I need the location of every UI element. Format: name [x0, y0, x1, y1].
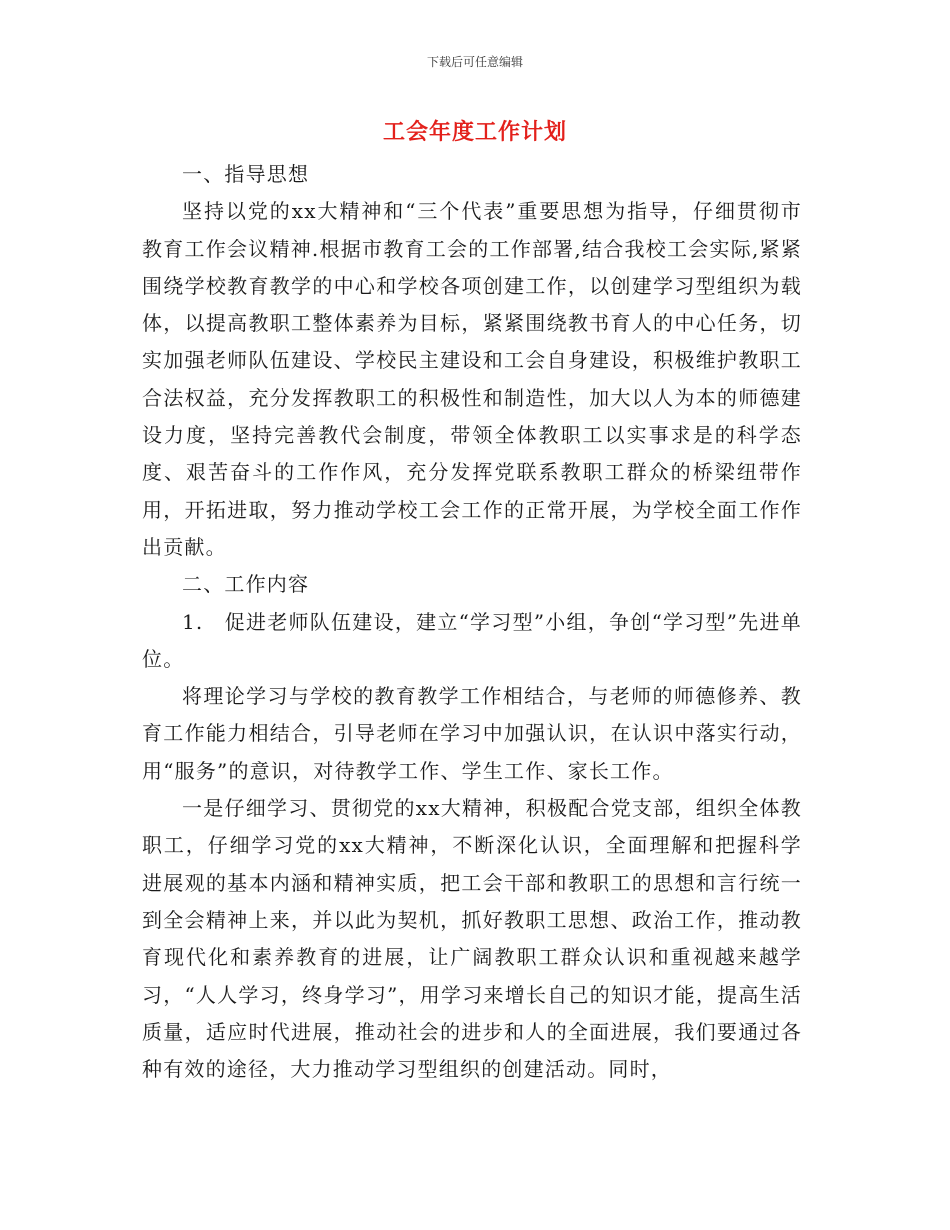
list-item-1: 1. 促进老师队伍建设，建立“学习型”小组，争创“学习型”先进单位。: [142, 609, 802, 671]
document-title: 工会年度工作计划: [382, 119, 567, 145]
section-heading-guiding-ideology: 一、指导思想: [182, 162, 310, 186]
section-heading-work-content: 二、工作内容: [182, 572, 310, 597]
paragraph-first-point: 一是仔细学习、贯彻党的xx大精神，积极配合党支部，组织全体教职工，仔细学习党的xx大精神，不断深化认识，全面理解和把握科学进展观的基本内涵和精神实质，把工会干部和教职工的思想和言行统一到全会精神上来，并以此为契机，抓好教职工思想、政治工作，推动教育现代化和素养教育的进展，让广阔教职工群众认识和重视越来越学习，“人人学习，终身学习”，用学习来增长自己的知识才能，提高生活质量，适应时代进展，推动社会的进步和人的全面进展，我们要通过各种有效的途径，大力推动学习型组织的创建活动。同时，: [142, 796, 802, 1082]
paragraph-guiding-ideology: 坚持以党的xx大精神和“三个代表”重要思想为指导，仔细贯彻市教育工作会议精神.根据市教育工会的工作部署,结合我校工会实际,紧紧围绕学校教育教学的中心和学校各项创建工作，以创建学习型组织为载体，以提高教职工整体素养为目标，紧紧围绕教书育人的中心任务，切实加强老师队伍建设、学校民主建设和工会自身建设，积极维护教职工合法权益，充分发挥教职工的积极性和制造性，加大以人为本的师德建设力度，坚持完善教代会制度，带领全体教职工以实事求是的科学态度、艰苦奋斗的工作作风，充分发挥党联系教职工群众的桥梁纽带作用，开拓进取，努力推动学校工会工作的正常开展，为学校全面工作作出贡献。: [142, 199, 802, 559]
paragraph-theory-study: 将理论学习与学校的教育教学工作相结合，与老师的师德修养、教育工作能力相结合，引导老师在学习中加强认识，在认识中落实行动，用“服务”的意识，对待教学工作、学生工作、家长工作。: [142, 684, 802, 783]
page-header-note: 下载后可任意编辑: [426, 55, 523, 69]
document-body: [142, 156, 802, 1088]
